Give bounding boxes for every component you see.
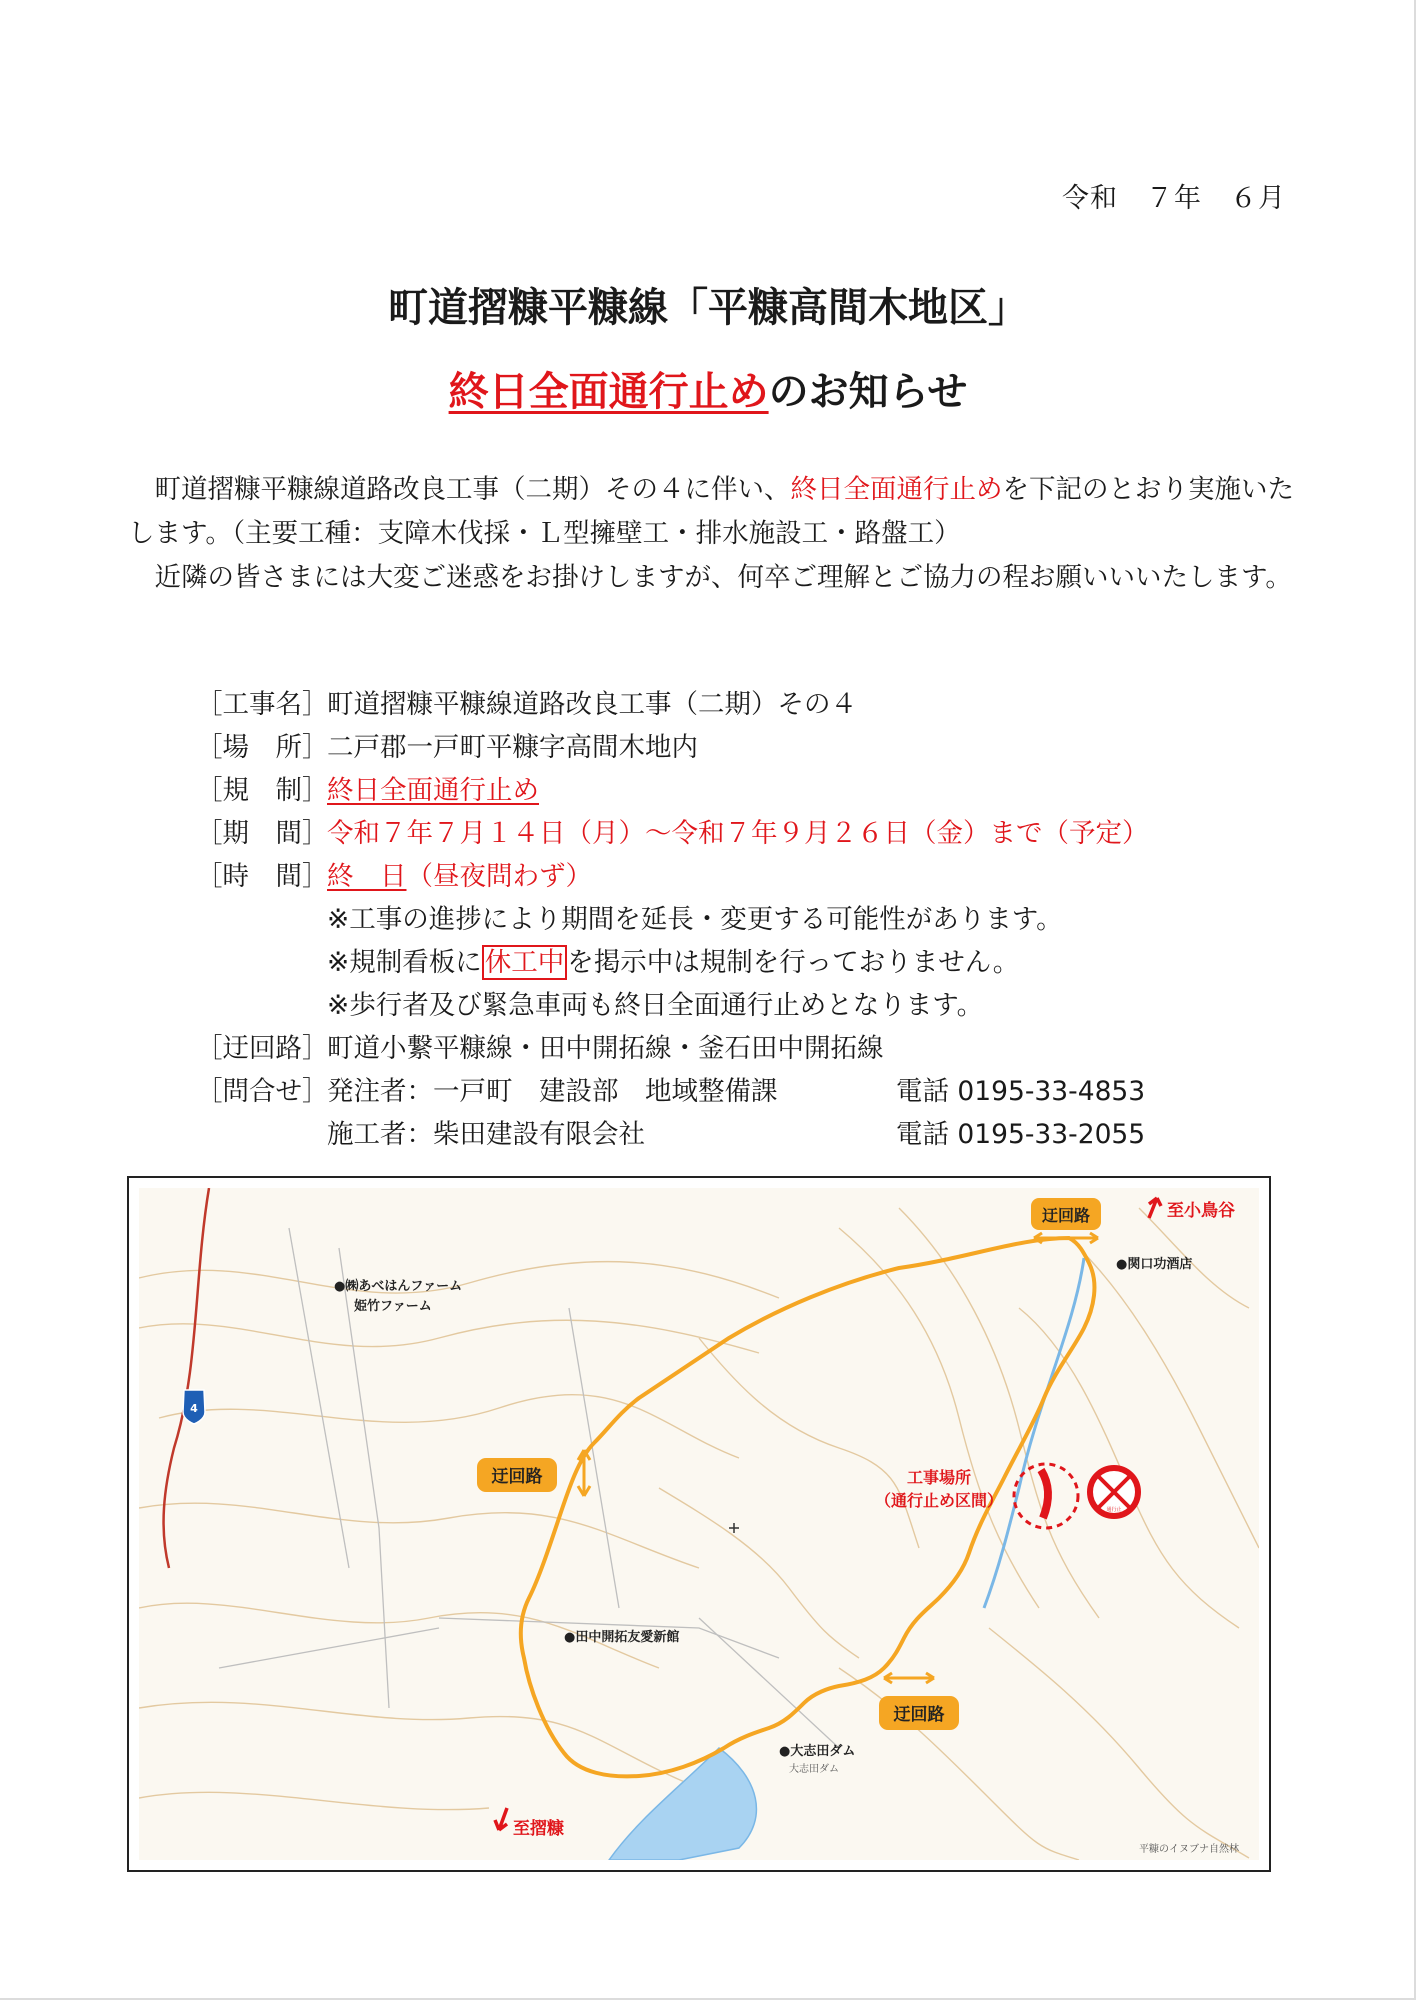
abehan-label: ●㈱あべはんファーム xyxy=(334,1279,463,1294)
notice-date: 令和 ７年 ６月 xyxy=(1062,183,1286,214)
detail-row-contractor xyxy=(196,1113,1256,1156)
detail-note-1 xyxy=(196,898,1256,941)
detail-value: 二戸郡一戸町平糠字高間木地内 xyxy=(327,732,698,763)
note-boxed-text: 休工中 xyxy=(482,945,568,980)
detail-value-underlined: 終 日 xyxy=(327,861,407,892)
detail-row-regulation xyxy=(196,769,1256,812)
no-entry-sign-icon xyxy=(1090,1468,1138,1516)
contact-contractor-phone: 電話 0195-33-2055 xyxy=(896,1119,1146,1150)
detour-label-bottom: 迂回路 xyxy=(893,1705,945,1725)
note-text: ※工事の進捗により期間を延長・変更する可能性があります。 xyxy=(327,904,1063,935)
oshida-dam-small-label: 大志田ダム xyxy=(789,1764,839,1775)
detail-label: ［迂回路］ xyxy=(196,1033,329,1064)
sekiguchi-label: ●関口功酒店 xyxy=(1116,1257,1193,1272)
oshida-dam-label: ●大志田ダム xyxy=(779,1744,856,1759)
detail-label: ［規 制］ xyxy=(196,775,329,806)
intro-paragraph-1 xyxy=(128,468,1298,556)
construction-site-label: 工事場所 xyxy=(906,1468,972,1487)
contact-orderer-phone: 電話 0195-33-4853 xyxy=(896,1076,1146,1107)
contact-orderer: 発注者：一戸町 建設部 地域整備課 xyxy=(327,1076,778,1107)
details-list xyxy=(196,683,1256,1156)
detail-value-rest: （昼夜問わず） xyxy=(406,861,592,892)
intro-p1-before: 町道摺糠平糠線道路改良工事（二期）その４に伴い、 xyxy=(154,474,791,505)
detail-value: 令和７年７月１４日（月）～令和７年９月２６日（金）まで（予定） xyxy=(327,818,1149,849)
intro-p1-after: を下記のとおり実施いたします。（主要工種：支障木伐採・Ｌ型擁壁工・排水施設工・路盤工） xyxy=(128,474,1294,549)
detail-label: ［工事名］ xyxy=(196,689,329,720)
naturalwood-label: 平糠のイヌブナ自然林 xyxy=(1139,1844,1239,1855)
detail-label: ［場 所］ xyxy=(196,732,329,763)
sign-small-label: 通行止 xyxy=(1106,1507,1122,1513)
detour-map xyxy=(127,1176,1271,1872)
note-text: ※規制看板に xyxy=(327,947,482,978)
detail-row-time xyxy=(196,855,1256,898)
detail-label: ［時 間］ xyxy=(196,861,329,892)
detail-note-3 xyxy=(196,984,1256,1027)
route-4-shield xyxy=(183,1390,205,1424)
detail-value: 終日全面通行止め xyxy=(327,775,539,806)
detail-value: 町道摺糠平糠線道路改良工事（二期）その４ xyxy=(327,689,857,720)
to-surinuka-label: 至摺糠 xyxy=(513,1819,564,1839)
detail-row-detour xyxy=(196,1027,1256,1070)
detail-row-location xyxy=(196,726,1256,769)
note-text: ※歩行者及び緊急車両も終日全面通行止めとなります。 xyxy=(327,990,984,1021)
route-number: 4 xyxy=(190,1402,198,1415)
to-kotoriya-label: 至小鳥谷 xyxy=(1167,1201,1235,1221)
intro-p1-highlight: 終日全面通行止め xyxy=(790,474,1003,505)
detail-label: ［期 間］ xyxy=(196,818,329,849)
notice-title: 町道摺糠平糠線「平糠高間木地区」 xyxy=(388,285,1028,331)
intro-text xyxy=(128,468,1298,600)
note-text: を掲示中は規制を行っておりません。 xyxy=(567,947,1020,978)
detour-label-top: 迂回路 xyxy=(1041,1206,1091,1225)
notice-subtitle xyxy=(0,360,1416,417)
subtitle-highlight: 終日全面通行止め xyxy=(448,369,769,415)
tanaka-hall-label: ●田中開拓友愛新館 xyxy=(564,1630,680,1645)
detail-value: 町道小繋平糠線・田中開拓線・釜石田中開拓線 xyxy=(327,1033,884,1064)
detail-row-contact xyxy=(196,1070,1256,1113)
detail-row-period xyxy=(196,812,1256,855)
contact-contractor: 施工者：柴田建設有限会社 xyxy=(327,1119,645,1150)
intro-paragraph-2: 近隣の皆さまには大変ご迷惑をお掛けしますが、何卒ご理解とご協力の程お願いいいたします。 xyxy=(154,562,1292,593)
detour-label-left: 迂回路 xyxy=(491,1467,543,1487)
detail-row-project xyxy=(196,683,1256,726)
himetake-label: 姫竹ファーム xyxy=(354,1299,432,1314)
detail-label: ［問合せ］ xyxy=(196,1076,329,1107)
detail-note-2 xyxy=(196,941,1256,984)
map-svg xyxy=(139,1188,1259,1860)
closed-section-label: （通行止め区間） xyxy=(874,1491,1004,1510)
subtitle-rest: のお知らせ xyxy=(768,369,968,415)
